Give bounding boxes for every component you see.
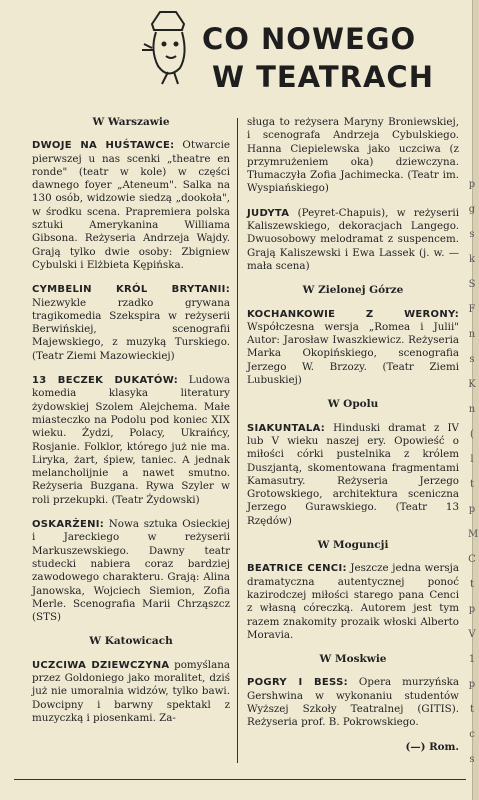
neighbor-page-letter: s	[469, 354, 475, 365]
neighbor-page-letter: (	[470, 429, 474, 440]
neighbor-page-letter: t	[469, 479, 475, 490]
play-description: Hinduski dramat z IV lub V wieku naszej ery. Opowieść o miłości córki pustelnika z królem Duszjantą, skomentowana fragmentami Kamasutry. Reżyseria Jerzego Grotowskiego, architektura sceniczna Jerzego Gurawskiego. (Teatr 13 Rzędów)	[247, 421, 459, 527]
play-title: KOCHANKOWIE Z WERONY:	[247, 308, 459, 320]
neighbor-page-letter: c	[469, 729, 475, 740]
play-title: CYMBELIN KRÓL BRYTANII:	[32, 284, 230, 296]
neighbor-page-letter: s	[469, 229, 475, 240]
play-title: BEATRICE CENCI:	[247, 563, 347, 575]
play-title: JUDYTA	[247, 207, 290, 219]
neighbor-page-letter: 1	[468, 654, 476, 665]
column-divider	[237, 118, 238, 763]
listing-entry	[247, 422, 459, 528]
play-description: Opera murzyńska Gershwina w wykonaniu studentów Wyższej Szkoły Teatralnej (GITIS). Reżyseria prof. B. Pokrowskiego.	[247, 676, 459, 729]
theatre-mask-logo	[138, 10, 198, 86]
city-heading: W Moskwie	[319, 653, 387, 666]
neighbor-page-letter: g	[468, 204, 476, 215]
neighbor-page-letter: l	[470, 454, 474, 465]
neighbor-page-letter: C	[468, 554, 476, 565]
headline-line-1: CO NOWEGO	[202, 22, 417, 56]
neighbor-page-letter: p	[468, 604, 476, 615]
neighbor-page-letter: k	[468, 254, 476, 265]
neighbor-page-letter: p	[468, 679, 476, 690]
listing-entry	[32, 139, 230, 272]
neighbor-page-letter: t	[469, 704, 475, 715]
author-signature: (—) Rom.	[405, 740, 459, 753]
listing-entry	[247, 308, 459, 388]
play-description: (Peyret-Chapuis), w reżyserii Kaliszewskiego, dekoracjach Langego. Dwuosobowy melodramat z suspencem. Grają Kaliszewski i Ewa Lassek (j. w. — mała scena)	[247, 206, 459, 272]
play-description: pomyślana przez Goldoniego jako moralitet, dziś już nie umoralnia widzów, tylko bawi. Dowcipny i barwny spektakl z muzyczką i piosenkami. Za-	[32, 658, 230, 724]
bottom-rule	[14, 779, 466, 780]
listing-entry	[32, 518, 230, 624]
play-description: Ludowa komedia klasyka literatury żydowskiej Szolem Alejchema. Małe miasteczko na Podolu pod koniec XIX wieku. Żydzi, Polacy, Ukraińcy, Rosjanie. Folklor, którego już nie ma. Liryka, żart, śpiew, taniec. A jednak melancholijnie a nawet smutno. Reżyseria Buzgana. Rywa Szyler w roli przekupki. (Teatr Żydowski)	[32, 374, 230, 506]
play-description: Jeszcze jedna wersja dramatyczna autentycznej ponoć kazirodczej miłości starego pana Cenci z własną córeczką. Autorem jest tym razem znakomity prozaik włoski Alberto Moravia.	[247, 562, 459, 641]
listing-continuation: sługa to reżysera Maryny Broniewskiej, i scenografa Andrzeja Cybulskiego. Hanna Ciepielewska jako uczciwa (z przymrużeniem oka) dziewczyna. Tłumaczyła Zofia Jachimecka. (Teatr im. Wyspiańskiego)	[247, 116, 459, 195]
listing-entry	[32, 659, 230, 725]
play-description: Niezwykle rzadko grywana tragikomedia Szekspira w reżyserii Berwińskiej, scenografii Majewskiego, z muzyką Turskiego. (Teatr Ziemi Mazowieckiej)	[32, 296, 230, 362]
listing-entry	[32, 374, 230, 507]
play-title: OSKARŻENI:	[32, 519, 105, 531]
play-title: UCZCIWA DZIEWCZYNA	[32, 659, 170, 671]
city-heading: W Zielonej Górze	[302, 284, 404, 297]
neighbor-page-letter: S	[468, 279, 476, 290]
neighbor-page-letter: s	[469, 754, 475, 765]
neighbor-page-letter: V	[468, 629, 476, 640]
listing-entry	[247, 207, 459, 273]
listing-entry	[32, 283, 230, 363]
neighbor-page-letter: F	[468, 304, 476, 315]
neighbor-page-letter: p	[468, 179, 476, 190]
neighbor-page-letter: t	[469, 579, 475, 590]
left-column	[32, 116, 230, 736]
listing-entry	[247, 562, 459, 642]
play-title: SIAKUNTALA:	[247, 422, 326, 434]
neighbor-page-letter: n	[468, 404, 476, 415]
play-title: DWOJE NA HUŚTAWCE:	[32, 140, 175, 152]
play-description: Nowa sztuka Osieckiej i Jareckiego w reżyserii Markuszewskiego. Dawny teatr studecki nabiera coraz bardziej zawodowego charakteru. Grają: Alina Janowska, Wojciech Siemion, Zofia Merle. Scenografia Marii Chrząszcz (STS)	[32, 518, 230, 624]
play-title: 13 BECZEK DUKATÓW:	[32, 375, 179, 387]
right-column	[247, 116, 459, 754]
play-description: Otwarcie pierwszej u nas scenki „theatre en ronde" (teatr w kole) w części dawnego foyer „Ateneum". Salka na 130 osób, widzowie siedzą „dookoła", w środku scena. Prapremiera polska sztuki Amerykanina Williama Gibsona. Reżyseria Andrzeja Wajdy. Grają tylko dwie osoby: Zbigniew Cybulski i Elżbieta Kępińska.	[32, 139, 230, 271]
headline-line-2: W TEATRACH	[212, 60, 434, 94]
city-heading: W Moguncji	[317, 539, 389, 552]
city-heading: W Warszawie	[92, 116, 170, 128]
neighbor-page-letter: M	[468, 529, 479, 540]
city-heading: W Opolu	[327, 398, 379, 411]
neighbor-page-letter: p	[468, 504, 476, 515]
play-description: Współczesna wersja „Romea i Julii" Autor: Jarosław Iwaszkiewicz. Reżyseria Marka Okopińskiego, scenografia Jerzego W. Brzozy. (Teatr Ziemi Lubuskiej)	[247, 320, 459, 387]
neighbor-page-letter: n	[468, 329, 476, 340]
city-heading: W Katowicach	[89, 635, 173, 648]
listing-entry	[247, 676, 459, 729]
neighbor-page-letter: K	[468, 379, 476, 390]
play-title: POGRY I BESS:	[247, 677, 348, 689]
